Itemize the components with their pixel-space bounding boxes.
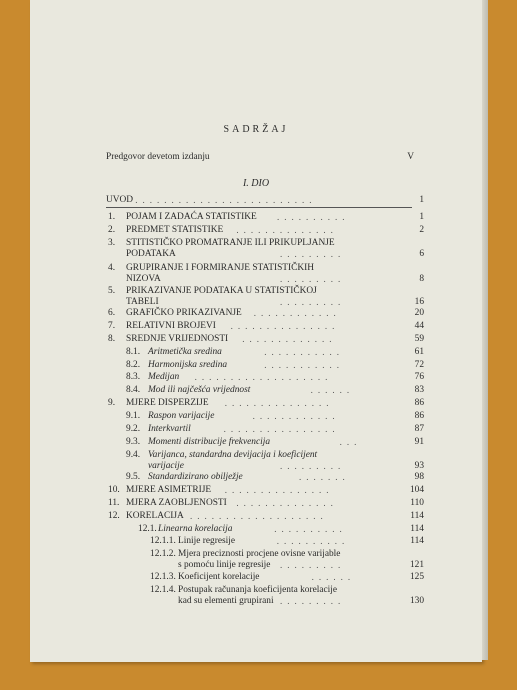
toc-entry-page: 59 [414, 334, 424, 344]
page-title: SADRŽAJ [223, 124, 289, 135]
part-heading: I. DIO [242, 178, 270, 189]
toc-entry-number: 2. [108, 225, 116, 235]
toc-entry-title-continued: NIZOVA [126, 274, 161, 284]
toc-entry-number: 10. [108, 485, 120, 495]
toc-entry-number: 9.2. [126, 424, 141, 434]
toc-entry-number: 12.1.4. [150, 585, 176, 595]
toc-entry-title: Harmonijska sredina [148, 360, 228, 370]
toc-entry-number: 8. [108, 334, 116, 344]
toc-entry-title: GRUPIRANJE I FORMIRANJE STATISTIČKIH [126, 263, 315, 273]
toc-entry-title: SREDNJE VRIJEDNOSTI [126, 334, 229, 344]
leader-dots: ...... [310, 385, 355, 395]
toc-entry-page: 61 [414, 347, 424, 357]
toc-entry-number: 5. [108, 286, 116, 296]
divider [106, 207, 412, 208]
book-page [30, 0, 482, 662]
preface-page: V [407, 152, 414, 162]
toc-entry-number: 11. [108, 498, 120, 508]
leader-dots: ......... [280, 249, 346, 259]
leader-dots: ................ [223, 424, 340, 434]
toc-entry-number: 9.5. [126, 472, 141, 482]
toc-entry-page: 114 [410, 536, 424, 546]
toc-entry-number: 12.1.2. [150, 549, 176, 559]
toc-entry-page: 6 [419, 249, 424, 259]
toc-entry-title: Standardizirano obilježje [148, 472, 243, 482]
toc-entry-page: 98 [414, 472, 424, 482]
toc-entry-page: 83 [414, 385, 424, 395]
toc-entry-page: 114 [410, 524, 424, 534]
toc-entry-number: 7. [108, 321, 116, 331]
leader-dots: .......... [274, 524, 347, 534]
toc-entry-number: 8.1. [126, 347, 141, 357]
toc-entry-number: 9.3. [126, 437, 141, 447]
leader-dots: ......................... [135, 195, 317, 205]
leader-dots: ............... [230, 321, 340, 331]
leader-dots: ........... [264, 360, 344, 370]
toc-entry-title-continued: PODATAKA [126, 249, 176, 259]
toc-entry-title: Aritmetička sredina [148, 347, 222, 357]
toc-entry-title: PREDMET STATISTIKE [126, 225, 224, 235]
toc-entry-page: 114 [410, 511, 424, 521]
toc-entry-title: UVOD [106, 195, 134, 205]
toc-entry-page: 72 [414, 360, 424, 370]
toc-entry-title: RELATIVNI BROJEVI [126, 321, 216, 331]
toc-entry-title: Koeficijent korelacije [178, 572, 260, 582]
leader-dots: .......... [277, 212, 350, 222]
leader-dots: ........... [264, 347, 344, 357]
toc-entry-page: 130 [409, 596, 424, 606]
leader-dots: ....... [299, 472, 350, 482]
leader-dots: ......... [280, 596, 346, 606]
leader-dots: ................... [190, 511, 328, 521]
toc-entry-page: 8 [419, 274, 424, 284]
toc-entry-title: Mod ili najčešća vrijednost [148, 385, 251, 395]
toc-entry-page: 1 [419, 195, 424, 205]
toc-entry-number: 1. [108, 212, 116, 222]
toc-entry-page: 2 [419, 225, 424, 235]
toc-entry-number: 4. [108, 263, 116, 273]
toc-entry-number: 12. [108, 511, 120, 521]
toc-entry-title: Mjera preciznosti procjene ovisne varijable [178, 549, 341, 559]
toc-entry-title: Raspon varijacije [148, 411, 215, 421]
toc-entry-title: KORELACIJA [126, 511, 184, 521]
toc-entry-page: 20 [414, 308, 424, 318]
leader-dots: ............ [252, 411, 340, 421]
leader-dots: ............... [224, 398, 334, 408]
leader-dots: .............. [236, 225, 338, 235]
toc-entry-page: 76 [414, 372, 424, 382]
toc-entry-title: GRAFIČKO PRIKAZIVANJE [126, 308, 242, 318]
toc-entry-title-continued: varijacije [148, 461, 184, 471]
toc-entry-title: MJERA ZAOBLJENOSTI [126, 498, 227, 508]
preface-label: Predgovor devetom izdanju [106, 152, 210, 162]
toc-entry-title: Linije regresije [178, 536, 236, 546]
toc-entry-title-continued: TABELI [126, 297, 159, 307]
toc-entry-title-continued: kad su elementi grupirani [178, 596, 274, 606]
toc-entry-page: 86 [414, 411, 424, 421]
toc-entry-number: 12.1. [138, 524, 157, 534]
leader-dots: ... [339, 437, 362, 447]
toc-entry-number: 8.4. [126, 385, 141, 395]
toc-entry-page: 16 [414, 297, 424, 307]
toc-entry-title: MJERE ASIMETRIJE [126, 485, 212, 495]
toc-entry-page: 125 [409, 572, 424, 582]
toc-entry-number: 12.1.3. [150, 572, 176, 582]
leader-dots: ......... [280, 274, 346, 284]
toc-entry-number: 3. [108, 238, 116, 248]
toc-entry-number: 8.2. [126, 360, 141, 370]
toc-entry-number: 9.4. [126, 450, 141, 460]
leader-dots: ............. [242, 334, 337, 344]
leader-dots: ............... [224, 485, 334, 495]
leader-dots: ......... [280, 461, 346, 471]
toc-entry-title: STITISTIČKO PROMATRANJE ILI PRIKUPLJANJE [126, 238, 335, 248]
toc-entry-page: 93 [414, 461, 424, 471]
toc-entry-title: PRIKAZIVANJE PODATAKA U STATISTIČKOJ [126, 286, 317, 296]
toc-entry-title: Postupak računanja koeficijenta korelacije [178, 585, 338, 595]
leader-dots: .............. [236, 498, 338, 508]
leader-dots: ......... [280, 297, 346, 307]
toc-entry-title: Linearna korelacija [158, 524, 233, 534]
toc-entry-number: 8.3. [126, 372, 141, 382]
toc-entry-page: 104 [409, 485, 424, 495]
leader-dots: .......... [276, 536, 350, 546]
toc-entry-page: 110 [410, 498, 424, 508]
toc-entry-title: Medijan [148, 372, 180, 382]
toc-entry-page: 44 [414, 321, 424, 331]
toc-entry-number: 9.1. [126, 411, 141, 421]
toc-entry-title: MJERE DISPERZIJE [126, 398, 209, 408]
toc-entry-page: 87 [414, 424, 424, 434]
leader-dots: ............ [253, 308, 341, 318]
leader-dots: ................... [194, 372, 333, 382]
toc-entry-page: 1 [419, 212, 424, 222]
toc-entry-number: 6. [108, 308, 116, 318]
toc-entry-number: 12.1.1. [150, 536, 176, 546]
toc-entry-title-continued: s pomoću linije regresije [178, 560, 271, 570]
toc-entry-page: 91 [414, 437, 424, 447]
toc-entry-title: POJAM I ZADAĆA STATISTIKE [126, 212, 257, 222]
leader-dots: ...... [311, 572, 356, 582]
toc-entry-page: 121 [409, 560, 424, 570]
toc-entry-title: Varijanca, standardna devijacija i koeficijent [148, 450, 318, 460]
toc-entry-page: 86 [414, 398, 424, 408]
toc-entry-title: Momenti distribucije frekvencija [148, 437, 271, 447]
toc-entry-title: Interkvartil [148, 424, 191, 434]
leader-dots: ......... [280, 560, 346, 570]
toc-entry-number: 9. [108, 398, 116, 408]
